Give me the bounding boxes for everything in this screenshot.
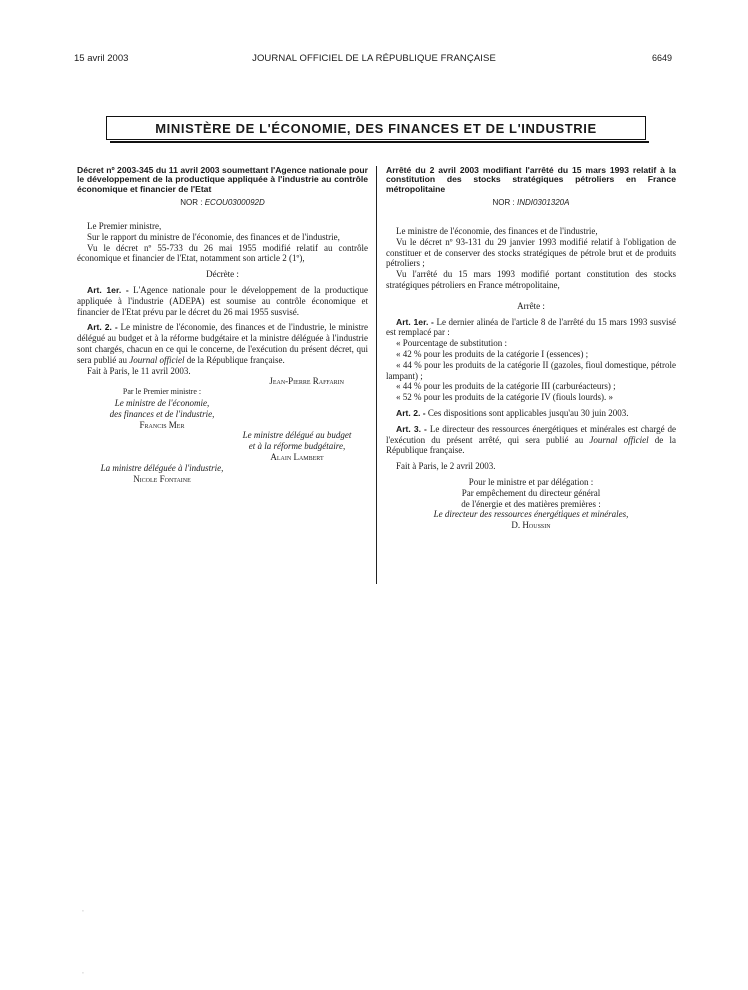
signature-title: Le directeur des ressources énergétiques et minérales, xyxy=(433,509,629,520)
article-text: de la République française. xyxy=(386,434,676,456)
signature-line: Par empêchement du directeur général xyxy=(461,487,601,498)
arrete-article-2 xyxy=(386,408,676,419)
quote-line: « Pourcentage de substitution : xyxy=(396,338,507,349)
signature-line: Pour le ministre et par délégation : xyxy=(468,476,594,487)
journal-officiel-italic: Journal officiel xyxy=(129,354,185,365)
arrete-paragraph: Vu le décret nº 93-131 du 29 janvier 1993 modifié relatif à l'obligation de constituer et de conserver des stocks stratégiques de pétrole brut et de produits pétroliers ; xyxy=(386,236,676,269)
article-text: Le ministre de l'économie, des finances et de l'industrie, le ministre délégué au budget et à la réforme budgétaire et la ministre déléguée à l'industrie sont chargés, chacun en ce qui le concerne, de l'exécution du présent décret, qui sera publié au xyxy=(77,322,369,365)
arrete-paragraph: Le ministre de l'économie, des finances et de l'industrie, xyxy=(396,226,598,237)
nor-label: NOR : xyxy=(180,198,203,208)
column-divider xyxy=(376,166,377,584)
decree-paragraph: Vu le décret nº 55-733 du 26 mai 1955 modifié relatif au contrôle économique et financier de l'Etat, notamment son article 2 (1º), xyxy=(77,242,368,264)
nor-value: INDI0301320A xyxy=(516,198,570,208)
article-label: Art. 2. - xyxy=(87,322,118,333)
article-text: Le directeur des ressources énergétiques et minérales est chargé de l'exécution du présent arrêté, qui sera publié au xyxy=(386,423,677,445)
quote-line: « 52 % pour les produits de la catégorie IV (fiouls lourds). » xyxy=(396,392,614,403)
nor-value: ECOU0300092D xyxy=(204,198,265,208)
arrete-arrete: Arrête : xyxy=(517,300,545,311)
article-label: Art. 1er. - xyxy=(87,285,129,295)
quote-line: « 42 % pour les produits de la catégorie I (essences) ; xyxy=(396,348,589,359)
header-journal-title: JOURNAL OFFICIEL DE LA RÉPUBLIQUE FRANÇAISE xyxy=(252,53,496,64)
article-label: Art. 2. - xyxy=(396,407,426,418)
arrete-title: Arrêté du 2 avril 2003 modifiant l'arrêté du 15 mars 1993 relatif à la constitution des stocks stratégiques pétroliers en France métropolitaine xyxy=(386,165,676,194)
decree-done-at: Fait à Paris, le 11 avril 2003. xyxy=(87,365,191,376)
article-label: Art. 1er. - xyxy=(396,316,434,327)
quote-line: « 44 % pour les produits de la catégorie II (gazoles, fioul domestique, pétrole lampant) ; xyxy=(386,359,676,381)
margin-mark: ‧ xyxy=(82,909,84,915)
margin-mark: ‧ xyxy=(82,971,84,977)
decree-nor xyxy=(77,198,368,209)
minister-title: La ministre déléguée à l'industrie, xyxy=(100,462,224,473)
par-premier-ministre: Par le Premier ministre : xyxy=(122,387,202,397)
signature-prime-minister: Jean-Pierre Raffarin xyxy=(269,376,344,387)
decree-article-1 xyxy=(77,285,368,317)
article-text: de la République française. xyxy=(184,354,285,365)
header-page-number: 6649 xyxy=(651,53,672,63)
decree-paragraph: Le Premier ministre, xyxy=(87,221,162,232)
signature-line: de l'énergie et des matières premières : xyxy=(461,498,601,509)
minister-title: et à la réforme budgétaire, xyxy=(248,441,346,452)
minister-name: Francis Mer xyxy=(139,419,185,430)
decree-title: Décret nº 2003-345 du 11 avril 2003 soumettant l'Agence nationale pour le développement de la productique appliquée à l'industrie au contrôle économique et financier de l'Etat xyxy=(77,165,368,194)
arrete-article-1 xyxy=(386,317,676,339)
arrete-article-3 xyxy=(386,424,676,456)
nor-label: NOR : xyxy=(492,198,515,208)
article-text: Ces dispositions sont applicables jusqu'au 30 juin 2003. xyxy=(425,407,629,418)
header-date: 15 avril 2003 xyxy=(74,53,129,64)
minister-title: des finances et de l'industrie, xyxy=(109,408,215,419)
quote-line: « 44 % pour les produits de la catégorie III (carburéacteurs) ; xyxy=(396,381,616,392)
minister-name: Nicole Fontaine xyxy=(133,473,191,484)
journal-officiel-italic: Journal officiel xyxy=(589,434,649,445)
decree-paragraph: Sur le rapport du ministre de l'économie, des finances et de l'industrie, xyxy=(87,231,340,242)
arrete-nor xyxy=(386,198,676,209)
arrete-paragraph: Vu l'arrêté du 15 mars 1993 modifié portant constitution des stocks stratégiques pétroliers en France métropolitaine, xyxy=(386,269,676,290)
minister-name: Alain Lambert xyxy=(270,451,324,462)
article-text: L'Agence nationale pour le développement de la productique appliquée à l'industrie (ADEPA) est soumise au contrôle économique et financier de l'Etat prévu par le décret du 26 mai 1955 susvisé. xyxy=(77,285,368,317)
arrete-column xyxy=(386,166,676,531)
ministry-title: MINISTÈRE DE L'ÉCONOMIE, DES FINANCES ET DE L'INDUSTRIE xyxy=(155,120,597,136)
signature-block-budget xyxy=(227,430,367,462)
signature-name: D. Houssin xyxy=(511,520,551,531)
signature-block-industry xyxy=(77,463,247,485)
decree-column xyxy=(77,166,368,484)
minister-title: Le ministre de l'économie, xyxy=(114,397,210,408)
signature-block-director xyxy=(386,477,676,531)
article-label: Art. 3. - xyxy=(396,423,427,434)
arrete-done-at: Fait à Paris, le 2 avril 2003. xyxy=(396,461,496,472)
decree-decrete: Décrète : xyxy=(206,269,239,280)
signature-block-eco xyxy=(77,387,247,430)
decree-article-2 xyxy=(77,322,368,365)
article-text: Le dernier alinéa de l'article 8 de l'arrêté du 15 mars 1993 susvisé est remplacé par : xyxy=(386,316,676,338)
minister-title: Le ministre délégué au budget xyxy=(242,430,352,441)
ministry-banner xyxy=(106,116,646,140)
